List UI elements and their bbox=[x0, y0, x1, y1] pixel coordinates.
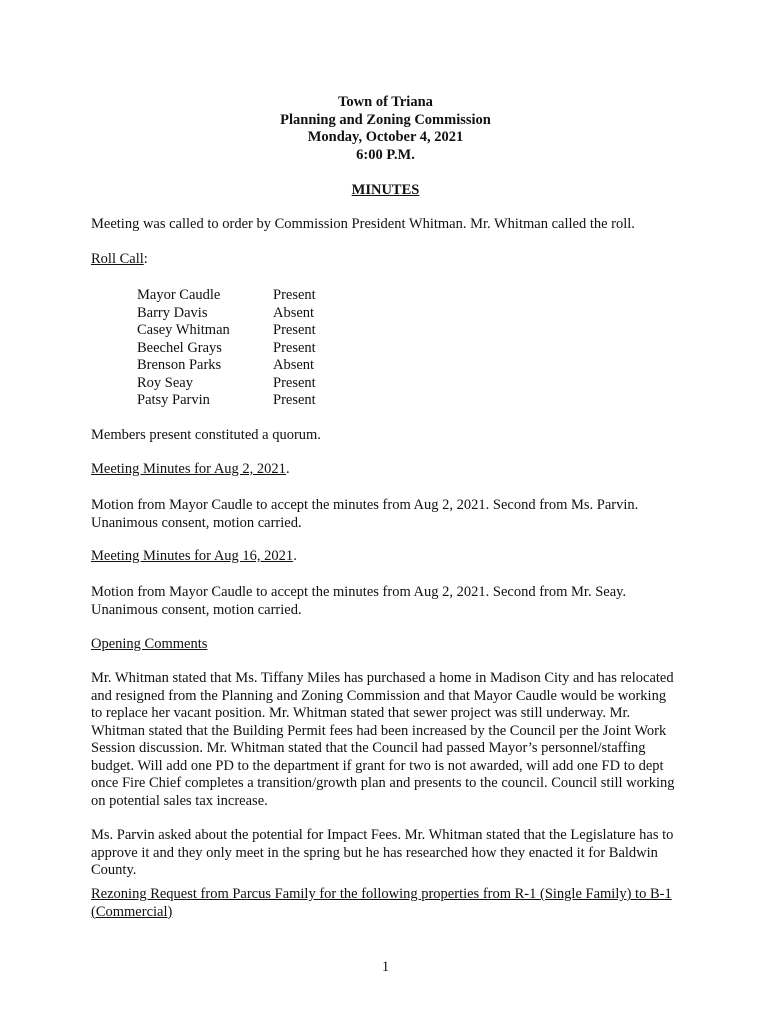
opening-comments-body-1: Mr. Whitman stated that Ms. Tiffany Miles has purchased a home in Madison City and has relocated and resigned from the Planning and Zoning Commission and that Mayor Caudle would be working to replace her vacant position. Mr. Whitman stated that sewer project was still underway. Mr. Whitman stated that the Building Permit fees had been increased by the Council per the Joint Work Session discussion. Mr. Whitman stated that the Council had passed Mayor’s personnel/staffing budget. Will add one PD to the department if grant for two is not awarded, will add one FD to dept once Fire Chief completes a transition/growth plan and presents to the council. Council still working on potential sales tax increase. bbox=[91, 670, 675, 809]
roll-call-list bbox=[137, 287, 316, 410]
roll-call-row bbox=[137, 340, 316, 358]
minutes-aug2-body: Motion from Mayor Caudle to accept the minutes from Aug 2, 2021. Second from Ms. Parvin. Unanimous consent, motion carried. bbox=[91, 497, 639, 531]
roll-call-row bbox=[137, 322, 316, 340]
member-status: Present bbox=[273, 374, 316, 391]
roll-call-row bbox=[137, 357, 316, 375]
minutes-title: MINUTES bbox=[351, 182, 420, 198]
minutes-aug16-heading-suffix: . bbox=[293, 548, 297, 564]
roll-call-row bbox=[137, 305, 316, 323]
meeting-date: Monday, October 4, 2021 bbox=[307, 129, 464, 145]
member-status: Present bbox=[273, 392, 316, 408]
member-status: Present bbox=[273, 339, 316, 356]
member-name: Barry Davis bbox=[137, 304, 208, 321]
member-status: Absent bbox=[273, 357, 315, 373]
opening-comments-body-2: Ms. Parvin asked about the potential for Impact Fees. Mr. Whitman stated that the Legislature has to approve it and they only meet in the spring but he has researched how they enacted it for Baldwin County. bbox=[91, 827, 674, 878]
minutes-aug2-heading bbox=[91, 461, 676, 479]
quorum-statement: Members present constituted a quorum. bbox=[91, 427, 321, 443]
minutes-aug2-heading-text: Meeting Minutes for Aug 2, 2021 bbox=[91, 461, 286, 477]
opening-comments-heading bbox=[91, 636, 676, 654]
rezoning-heading-text: Rezoning Request from Parcus Family for the following properties from R-1 (Single Family) to B-1 (Commercial) bbox=[91, 886, 672, 920]
minutes-aug16-body: Motion from Mayor Caudle to accept the minutes from Aug 2, 2021. Second from Mr. Seay. Unanimous consent, motion carried. bbox=[91, 584, 627, 618]
minutes-aug2-heading-suffix: . bbox=[285, 461, 290, 477]
member-name: Mayor Caudle bbox=[137, 287, 221, 303]
member-name: Patsy Parvin bbox=[137, 392, 210, 408]
member-status: Present bbox=[273, 322, 316, 338]
member-name: Roy Seay bbox=[137, 374, 193, 391]
meeting-time: 6:00 P.M. bbox=[356, 146, 415, 163]
opening-comments-heading-text: Opening Comments bbox=[91, 636, 208, 652]
roll-call-row bbox=[137, 287, 316, 305]
member-name: Beechel Grays bbox=[137, 339, 222, 356]
member-status: Absent bbox=[273, 304, 315, 321]
minutes-aug16-heading-text: Meeting Minutes for Aug 16, 2021 bbox=[91, 548, 294, 564]
roll-call-heading bbox=[91, 251, 676, 269]
roll-call-row bbox=[137, 375, 316, 393]
town-name: Town of Triana bbox=[338, 94, 433, 110]
member-status: Present bbox=[273, 287, 316, 303]
roll-call-row bbox=[137, 392, 316, 410]
roll-call-heading-text: Roll Call bbox=[91, 251, 144, 267]
commission-name: Planning and Zoning Commission bbox=[280, 111, 491, 128]
page-number: 1 bbox=[381, 959, 390, 975]
document-header bbox=[91, 94, 680, 164]
minutes-aug16-heading bbox=[91, 548, 676, 566]
member-name: Brenson Parks bbox=[137, 357, 222, 373]
call-to-order: Meeting was called to order by Commission President Whitman. Mr. Whitman called the roll. bbox=[91, 216, 635, 232]
member-name: Casey Whitman bbox=[137, 322, 230, 338]
rezoning-heading bbox=[91, 886, 676, 921]
roll-call-heading-suffix: : bbox=[143, 251, 148, 267]
